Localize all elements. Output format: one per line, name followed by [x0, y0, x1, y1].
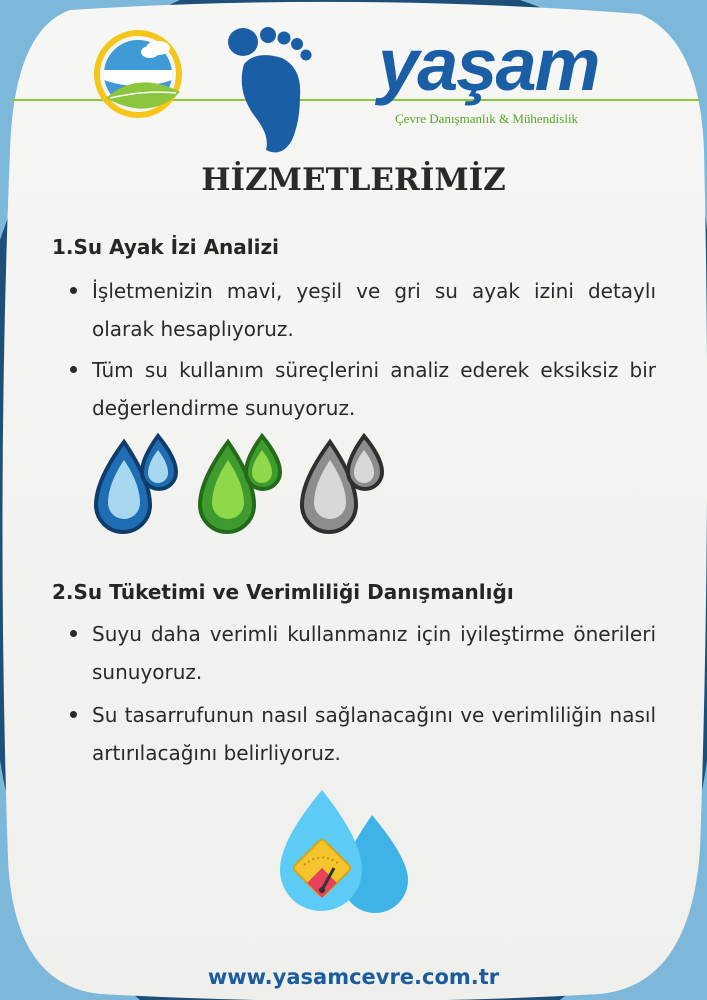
list-item [70, 351, 656, 427]
brand-subtitle: Çevre Danışmanlık & Mühendislik [395, 111, 579, 126]
list-item [70, 272, 656, 348]
list-item-text: İşletmenizin mavi, yeşil ve gri su ayak izini detaylı olarak hesaplıyoruz. [92, 279, 656, 341]
list-item [70, 696, 656, 772]
sun-leaf-logo-icon [97, 33, 180, 115]
website-link[interactable]: www.yasamcevre.com.tr [207, 965, 500, 989]
brand-name: yaşam [378, 23, 599, 106]
list-item-text: Tüm su kullanım süreçlerini analiz ederek eksiksiz bir değerlendirme sunuyoruz. [92, 358, 656, 420]
section-1-title: 1.Su Ayak İzi Analizi [52, 235, 280, 259]
list-item-text: Su tasarrufunun nasıl sağlanacağını ve verimliliğin nasıl artırılacağını belirliyoruz. [92, 703, 656, 765]
bullet-dot [70, 366, 77, 373]
bullet-dot [70, 630, 77, 637]
section-2-title: 2.Su Tüketimi ve Verimliliği Danışmanlığı [52, 580, 514, 604]
bullet-dot [70, 287, 77, 294]
list-item [70, 615, 656, 691]
page-title: HİZMETLERİMİZ [201, 162, 506, 198]
bullet-dot [70, 711, 77, 718]
list-item-text: Suyu daha verimli kullanmanız için iyileştirme önerileri sunuyoruz. [92, 622, 656, 684]
